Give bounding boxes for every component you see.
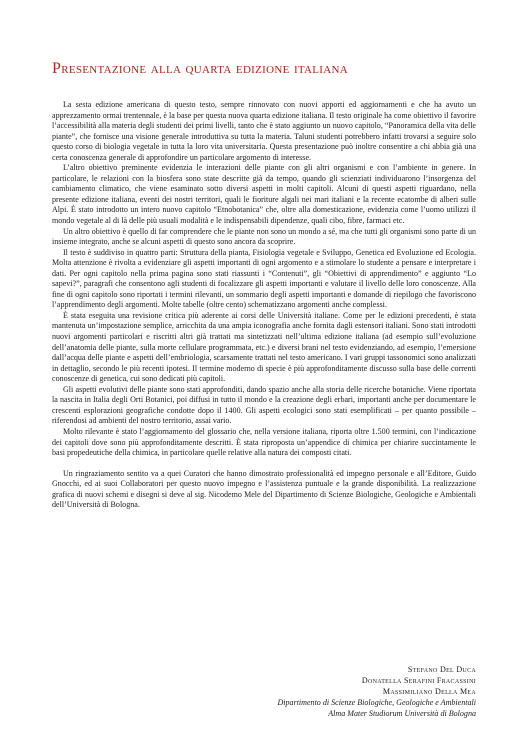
signature-block [176, 664, 476, 719]
page-title: Presentazione alla quarta edizione italiana [52, 59, 348, 77]
paragraph: Gli aspetti evolutivi delle piante sono stati approfonditi, dando spazio anche alla storia delle ricerche botaniche. Viene riportata la nascita in Italia degli Orti Botanici, poi diffusi in tutto il mondo e la creazione degli erbari, importanti anche per documentare le crescenti esplorazioni geografiche condotte dopo il 1400. Gli aspetti ecologici sono stati esemplificati – per quanto possibile – riferendosi ad ambienti del nostro territorio, assai vario. [52, 384, 476, 426]
paragraph: Un altro obiettivo è quello di far comprendere che le piante non sono un mondo a sé, ma che tutti gli organismi sono parte di un insieme integrato, anche se alcuni aspetti di questo sono ancora da scoprire. [52, 226, 476, 247]
paragraph: Il testo è suddiviso in quattro parti: Struttura della pianta, Fisiologia vegetale e Sviluppo, Genetica ed Evoluzione ed Ecologia. Molta attenzione è rivolta a evidenziare gli aspetti importanti di ogni argomento e a stimolare lo studente a pensare e interpretare i dati. Per ogni capitolo nella prima pagina sono stati riassunti i “Contenuti”, gli “Obiettivi di apprendimento” e aggiunto “Lo sapevi?”, paragrafi che consentono agli studenti di focalizzare gli aspetti importanti e valutare il livello delle loro conoscenze. Alla fine di ogni capitolo sono riportati i termini rilevanti, un sommario degli aspetti importanti e domande di riepilogo che favoriscono l’apprendimento degli argomenti. Molte tabelle (oltre cento) schematizzano argomenti anche complessi. [52, 247, 476, 310]
university-name: Alma Mater Studiorum Università di Bologna [328, 709, 476, 718]
author-name: Stefano Del Duca [407, 665, 476, 674]
paragraph: Molto rilevante è stato l’aggiornamento del glossario che, nella versione italiana, riporta oltre 1.500 termini, con l’indicazione dei capitoli dove sono più approfonditamente descritti. È stata riproposta un’appendice di chimica per chiarire succintamente le basi propedeutiche della chimica, in particolare quelle relative alla natura dei composti citati. [52, 426, 476, 458]
acknowledgements-paragraph: Un ringraziamento sentito va a quei Curatori che hanno dimostrato professionalità ed impegno personale e all’Editore, Guido Gnocchi, ed ai suoi Collaboratori per questo nuovo impegno e l’assistenza puntuale e la grande disponibilità. La realizzazione grafica di nuovi schemi e disegni si deve al sig. Nicodemo Mele del Dipartimento di Scienze Biologiche, Geologiche e Ambientali dell’Università di Bologna. [52, 468, 476, 510]
paragraph: È stata eseguita una revisione critica più aderente ai corsi delle Università italiane. Come per le edizioni precedenti, è stata mantenuta un’impostazione semplice, arricchita da una ampia iconografia anche fornita dagli estensori italiani. Sono stati introdotti nuovi argomenti particolari e riscritti altri già trattati ma sintetizzati nell’ultima edizione italiana (ad esempio sull’evoluzione dell’anatomia delle piante, sulla morte cellulare programmata, etc.) e diversi brani nel testo evidenziando, ad esempio, l’emersione dall’acqua delle piante e aspetti dell’embriologia, scarsamente trattati nel testo americano. I vari gruppi tassonomici sono analizzati in dettaglio, secondo le più recenti ipotesi. Il termine moderno di specie è più approfonditamente discusso sulla base delle correnti conoscenze di genetica, cui sono dedicati più capitoli. [52, 310, 476, 384]
body-text [52, 100, 476, 511]
author-name: Donatella Serafini Fracassini [361, 676, 476, 685]
department-name: Dipartimento di Scienze Biologiche, Geologiche e Ambientali [277, 698, 476, 707]
paragraph: L’altro obiettivo preminente evidenzia le interazioni delle piante con gli altri organismi e con l’ambiente in genere. In particolare, le relazioni con la biosfera sono state descritte già da tempo, quando gli scienziati individuarono l’insorgenza del cambiamento climatico, che viene esaminato sotto diversi aspetti in molti capitoli. Alcuni di questi aspetti riguardano, nella presente edizione italiana, eventi dei nostri territori, quali le fioriture algali nei mari italiani e la recente ecatombe di alberi sulle Alpi. È stato introdotto un intero nuovo capitolo “Etnobotanica” che, oltre alla domesticazione, evidenzia come l’uomo utilizzi il mondo vegetale al di là delle più usuali modalità e le indispensabili dipendenze, quali cibo, fibre, farmaci etc. [52, 163, 476, 226]
author-name: Massimiliano Della Mea [382, 687, 476, 696]
paragraph: La sesta edizione americana di questo testo, sempre rinnovato con nuovi apporti ed aggiornamenti e che ha avuto un apprezzamento ormai trentennale, è la base per questa nuova quarta edizione italiana. Il testo originale ha come obiettivo il favorire l’accessibilità alla materia degli studenti dei primi livelli, tanto che è stato aggiunto un nuovo capitolo, “Panoramica della vita delle piante”, che fornisce una visione generale introduttiva su tutta la materia. Taluni studenti potrebbero infatti trovarsi a seguire solo questo corso di biologia vegetale in tutta la loro vita universitaria. Questa presentazione può inoltre consentire a chi abbia già una certa conoscenza generale di approfondire un particolare argomento di interesse. [52, 100, 476, 162]
